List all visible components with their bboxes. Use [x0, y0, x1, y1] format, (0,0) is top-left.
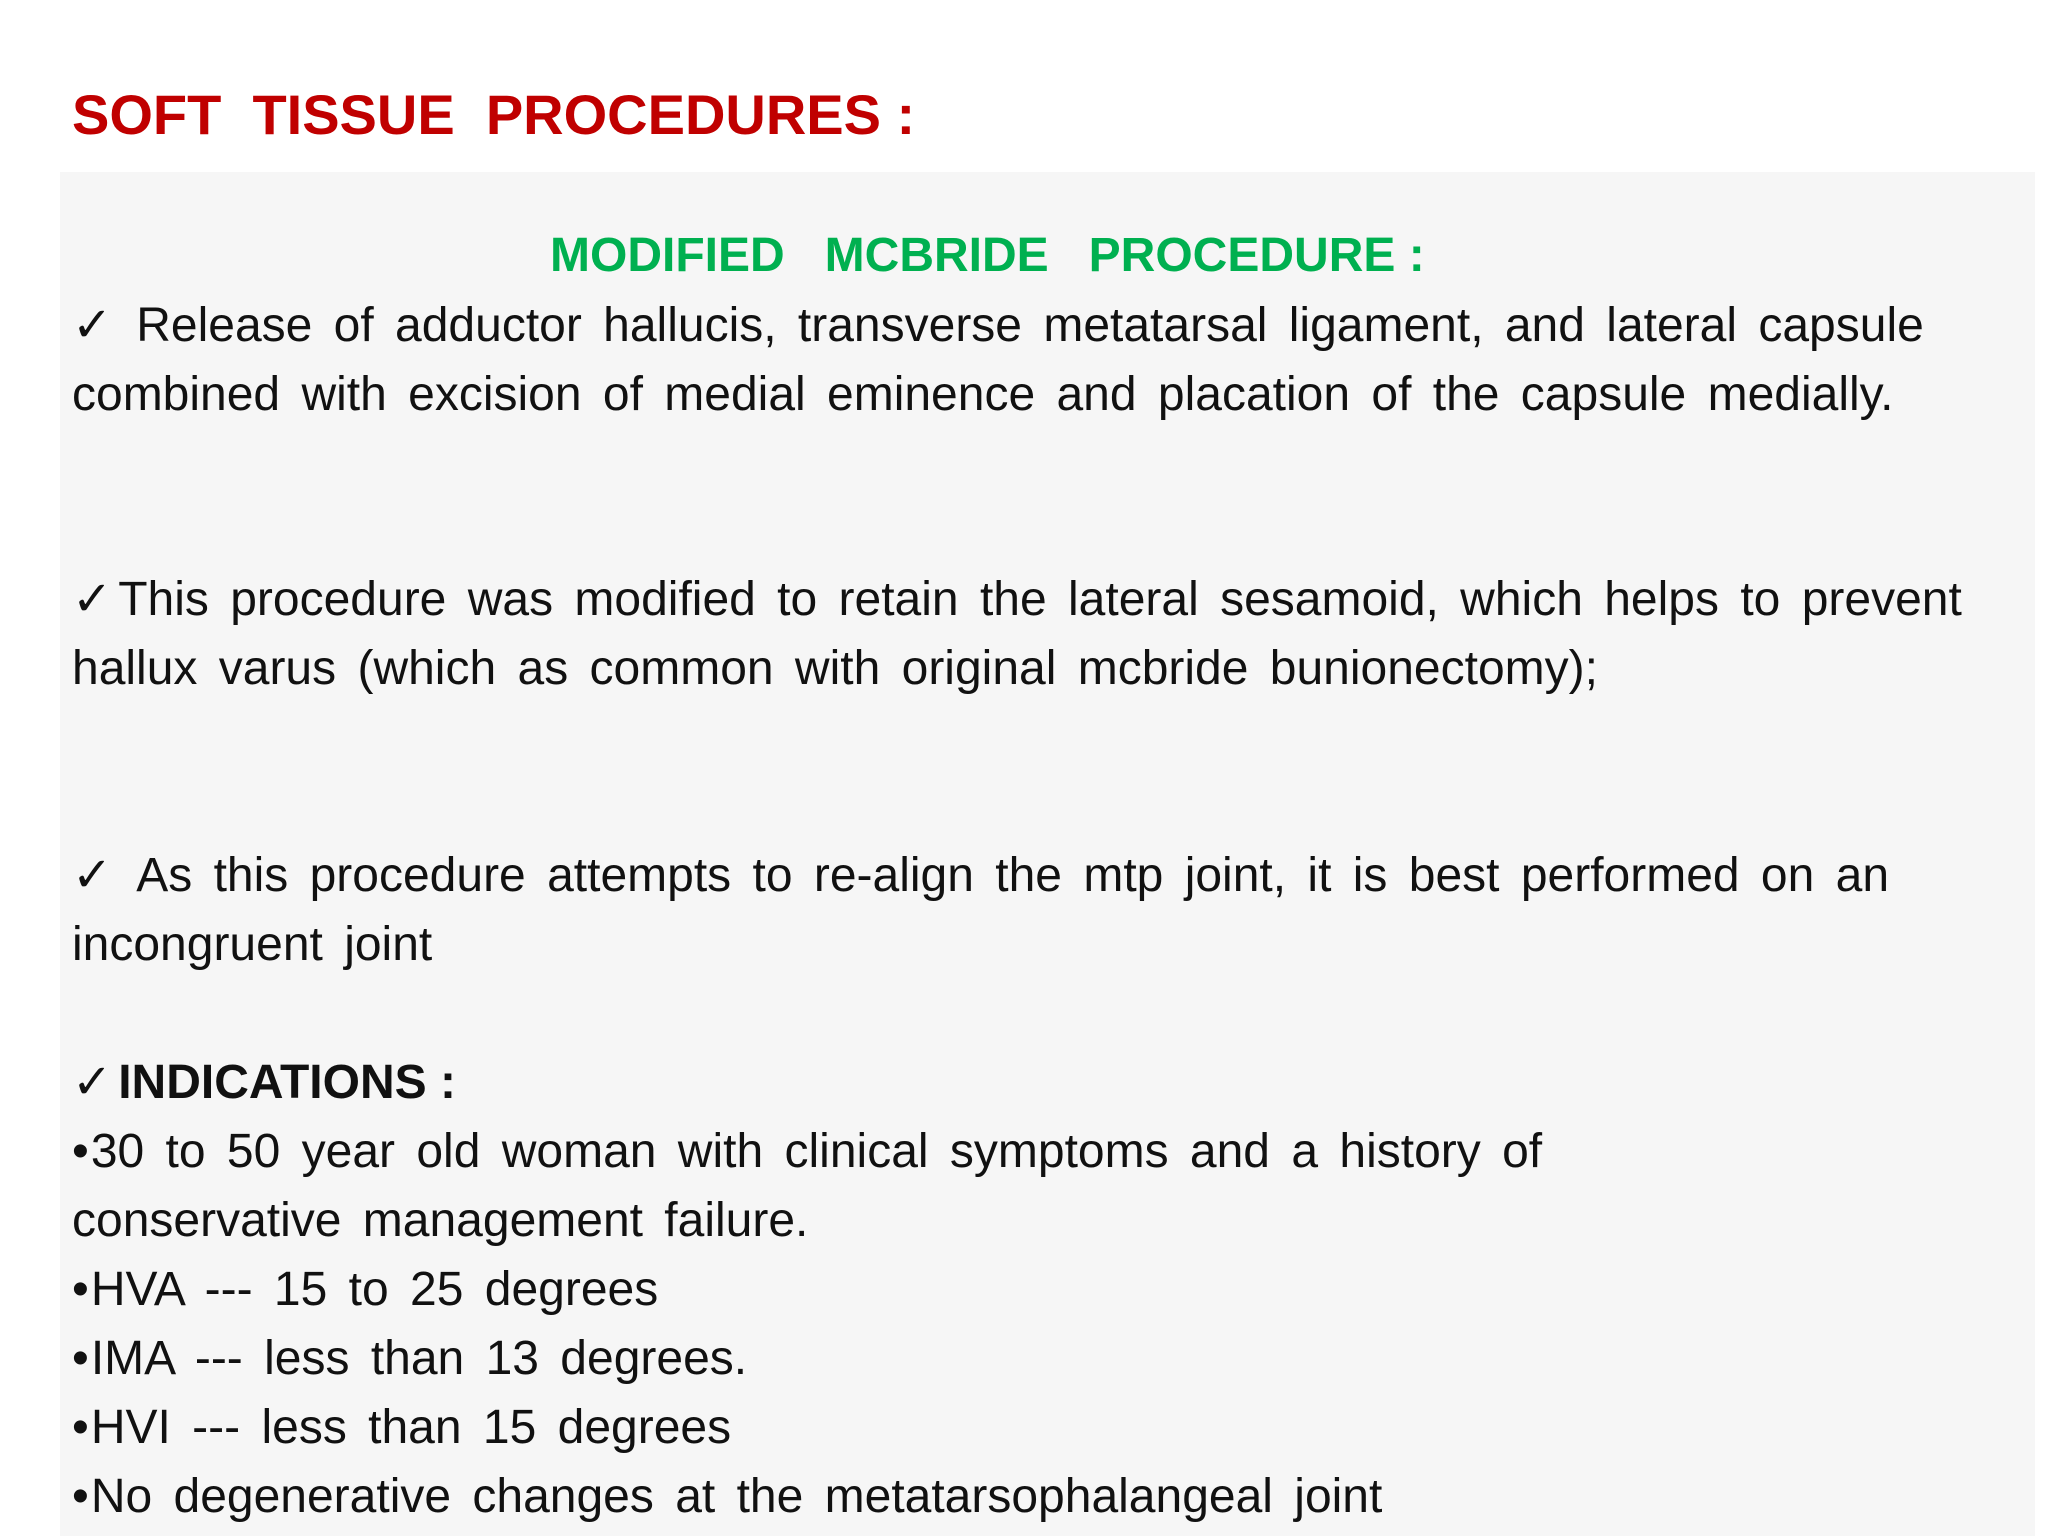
paragraph-release [72, 291, 1992, 429]
slide-title: SOFT TISSUE PROCEDURES : [72, 83, 916, 146]
paragraph-text: Release of adductor hallucis, transverse metatarsal ligament, and lateral capsule combined with excision of medial eminence and placation of the capsule medially. [72, 299, 1924, 421]
paragraph-modification [72, 565, 1992, 703]
list-item-text: 30 to 50 year old woman with clinical symptoms and a history of conservative management failure. [72, 1125, 1543, 1247]
list-item [72, 1462, 1972, 1531]
check-icon: ✓ [72, 299, 113, 352]
paragraph-text: This procedure was modified to retain the lateral sesamoid, which helps to prevent hallux varus (which as common with original mcbride bunionectomy); [72, 573, 1962, 695]
bullet-icon: • [72, 1125, 89, 1178]
list-item [72, 1324, 1972, 1393]
indications-list [72, 1117, 1972, 1531]
check-icon: ✓ [72, 849, 113, 902]
check-icon: ✓ [72, 1056, 113, 1109]
indications-heading [72, 1048, 456, 1117]
slide-subtitle: MODIFIED MCBRIDE PROCEDURE : [550, 229, 1425, 282]
list-item-text: HVA --- 15 to 25 degrees [90, 1263, 659, 1316]
bullet-icon: • [72, 1263, 89, 1316]
bullet-icon: • [72, 1401, 89, 1454]
check-icon: ✓ [72, 573, 113, 626]
paragraph-realign [72, 841, 1992, 979]
bullet-icon: • [72, 1332, 89, 1385]
list-item [72, 1255, 1972, 1324]
list-item-text: No degenerative changes at the metatarsophalangeal joint [90, 1470, 1383, 1523]
list-item-text: HVI --- less than 15 degrees [90, 1401, 732, 1454]
indications-heading-text: INDICATIONS : [118, 1056, 456, 1109]
list-item [72, 1117, 1772, 1255]
list-item [72, 1393, 1972, 1462]
paragraph-text: As this procedure attempts to re-align the mtp joint, it is best performed on an incongruent joint [72, 849, 1890, 971]
bullet-icon: • [72, 1470, 89, 1523]
list-item-text: IMA --- less than 13 degrees. [90, 1332, 748, 1385]
